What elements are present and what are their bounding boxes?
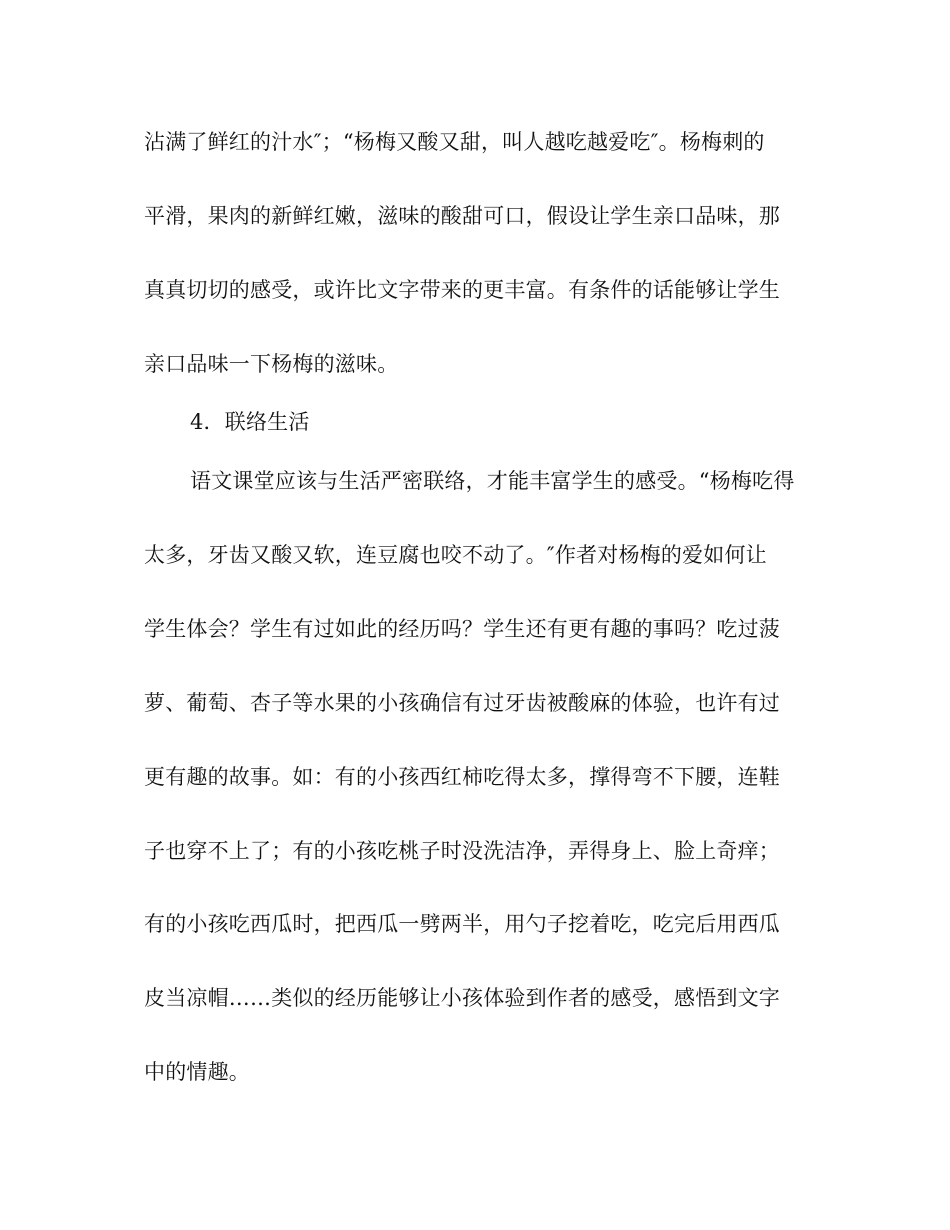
paragraph-line: 中的情趣。	[144, 1060, 250, 1084]
section-heading: 4．联络生活	[190, 410, 310, 434]
paragraph-line: 平滑，果肉的新鲜红嫩，滋味的酸甜可口，假设让学生亲口品味，那	[144, 204, 780, 228]
paragraph-line: 萝、葡萄、杏子等水果的小孩确信有过牙齿被酸麻的体验，也许有过	[144, 691, 780, 715]
paragraph-line: 学生体会？学生有过如此的经历吗？学生还有更有趣的事吗？吃过菠	[144, 617, 780, 641]
paragraph-line: 太多，牙齿又酸又软，连豆腐也咬不动了。″作者对杨梅的爱如何让	[144, 543, 767, 567]
paragraph-line: 更有趣的故事。如：有的小孩西红柿吃得太多，撑得弯不下腰，连鞋	[144, 765, 780, 789]
paragraph-line: 沾满了鲜红的汁水″；“杨梅又酸又甜，叫人越吃越爱吃″。杨梅刺的	[144, 130, 765, 154]
paragraph-line: 皮当凉帽……类似的经历能够让小孩体验到作者的感受，感悟到文字	[144, 986, 780, 1010]
paragraph-line: 有的小孩吃西瓜时，把西瓜一劈两半，用勺子挖着吃，吃完后用西瓜	[144, 912, 780, 936]
paragraph-line: 亲口品味一下杨梅的滋味。	[144, 352, 399, 376]
paragraph-line: 子也穿不上了；有的小孩吃桃子时没洗洁净，弄得身上、脸上奇痒；	[144, 839, 780, 863]
paragraph-line: 真真切切的感受，或许比文字带来的更丰富。有条件的话能够让学生	[144, 278, 780, 302]
paragraph-line: 语文课堂应该与生活严密联络，才能丰富学生的感受。“杨梅吃得	[190, 469, 795, 493]
